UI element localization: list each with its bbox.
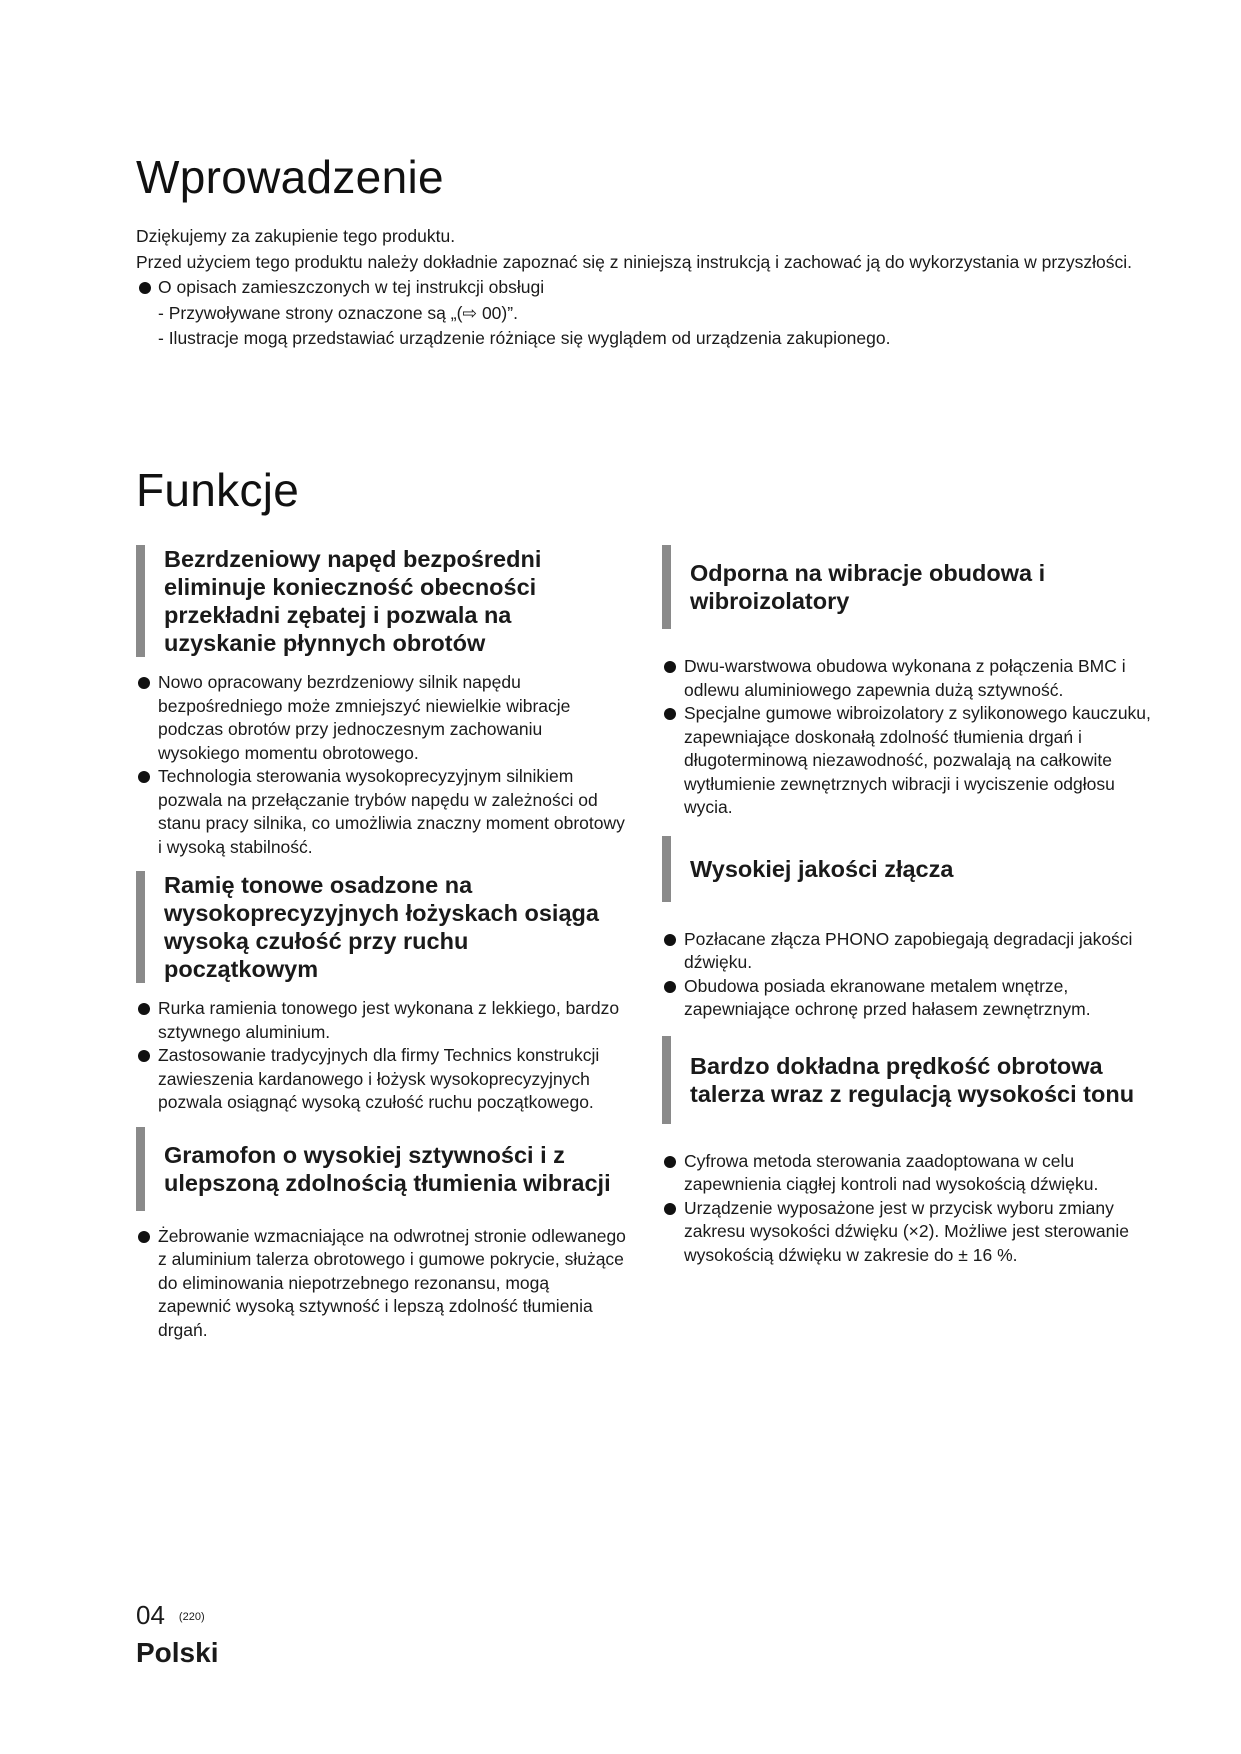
feature-list xyxy=(662,928,1152,1022)
page-ref: (220) xyxy=(178,1611,205,1624)
intro-text xyxy=(136,224,1136,352)
list-item xyxy=(662,702,1152,820)
bullet-icon xyxy=(664,981,676,993)
list-item-text: Nowo opracowany bezrdzeniowy silnik napędu bezpośredniego może zmniejszyć niewielkie wibracje podczas obrotów przy jednoczesnym zachowaniu wysokiego momentu obrotowego. xyxy=(158,672,571,763)
intro-bullet-text: O opisach zamieszczonych w tej instrukcji obsługi xyxy=(158,277,545,297)
section-heading-text: Bardzo dokładna prędkość obrotowa talerza wraz z regulacją wysokości tonu xyxy=(690,1052,1135,1107)
language-label: Polski xyxy=(136,1637,219,1668)
section-heading-text: Bezrdzeniowy napęd bezpośredni eliminuje konieczność obecności przekładni zębatej i pozwala na uzyskanie płynnych obrotów xyxy=(164,546,542,656)
intro-bullet xyxy=(136,275,1136,301)
section-heading-text: Ramię tonowe osadzone na wysokoprecyzyjnych łożyskach osiąga wysoką czułość przy ruchu początkowym xyxy=(164,872,599,982)
feature-list xyxy=(136,997,626,1115)
list-item-text: Zastosowanie tradycyjnych dla firmy Technics konstrukcji zawieszenia kardanowego i łożysk wysokoprecyzyjnych pozwala osiągnąć wysoką czułość ruchu początkowego. xyxy=(158,1045,600,1112)
bullet-icon xyxy=(138,1003,150,1015)
list-item-text: Specjalne gumowe wibroizolatory z sylikonowego kauczuku, zapewniające doskonałą zdolność tłumienia drgań i długoterminową niezawodność, pozwalają na całkowite wytłumienie zewnętrznych wibracji i wyciszenie odgłosu wycia. xyxy=(684,703,1151,817)
section-heading xyxy=(136,545,626,657)
list-item xyxy=(136,1225,626,1343)
page-number-value: 04 xyxy=(136,1600,165,1630)
list-item-text: Pozłacane złącza PHONO zapobiegają degradacji jakości dźwięku. xyxy=(684,928,1133,972)
bullet-icon xyxy=(138,1050,150,1062)
list-item xyxy=(662,975,1152,1022)
intro-sub-1: - Przywoływane strony oznaczone są „(⇨ 00)”. xyxy=(158,302,518,323)
section-heading xyxy=(662,836,1152,902)
list-item xyxy=(136,765,626,859)
bullet-icon xyxy=(139,282,151,294)
page-number xyxy=(136,1600,205,1631)
list-item xyxy=(136,997,626,1044)
bullet-icon xyxy=(664,661,676,673)
list-item xyxy=(662,1197,1152,1268)
bullet-icon xyxy=(138,1231,150,1243)
intro-sub-2: - Ilustracje mogą przedstawiać urządzenie różniące się wyglądem od urządzenia zakupionego. xyxy=(158,328,891,348)
features-right-column xyxy=(662,545,1152,1267)
features-left-column xyxy=(136,545,626,1342)
intro-title: Wprowadzenie xyxy=(136,151,444,203)
feature-list xyxy=(662,1150,1152,1268)
bullet-icon xyxy=(664,708,676,720)
bullet-icon xyxy=(664,1156,676,1168)
section-heading xyxy=(136,1127,626,1211)
bullet-icon xyxy=(138,677,150,689)
list-item xyxy=(136,671,626,765)
list-item-text: Rurka ramienia tonowego jest wykonana z lekkiego, bardzo sztywnego aluminium. xyxy=(158,998,620,1042)
list-item-text: Cyfrowa metoda sterowania zaadoptowana w celu zapewnienia ciągłej kontroli nad wysokością dźwięku. xyxy=(684,1150,1099,1194)
list-item-text: Technologia sterowania wysokoprecyzyjnym silnikiem pozwala na przełączanie trybów napędu w zależności od stanu pracy silnika, co umożliwia znaczny moment obrotowy i wysoką stabilność. xyxy=(158,766,625,857)
section-heading xyxy=(662,1036,1152,1124)
list-item-text: Dwu-warstwowa obudowa wykonana z połączenia BMC i odlewu aluminiowego zapewnia dużą sztywność. xyxy=(684,656,1126,700)
list-item-text: Obudowa posiada ekranowane metalem wnętrze, zapewniające ochronę przed hałasem zewnętrznym. xyxy=(684,975,1091,1019)
list-item xyxy=(662,655,1152,702)
features-title: Funkcje xyxy=(136,464,300,516)
section-heading xyxy=(662,545,1152,629)
bullet-icon xyxy=(664,934,676,946)
section-heading-text: Odporna na wibracje obudowa i wibroizolatory xyxy=(690,560,1046,614)
list-item xyxy=(662,928,1152,975)
feature-list xyxy=(662,655,1152,820)
intro-line-2: Przed użyciem tego produktu należy dokładnie zapoznać się z niniejszą instrukcją i zachować ją do wykorzystania w przyszłości. xyxy=(136,251,1133,272)
section-heading-text: Gramofon o wysokiej sztywności i z ulepszoną zdolnością tłumienia wibracji xyxy=(164,1141,611,1196)
bullet-icon xyxy=(664,1203,676,1215)
bullet-icon xyxy=(138,771,150,783)
intro-line-1: Dziękujemy za zakupienie tego produktu. xyxy=(136,226,456,246)
list-item xyxy=(662,1150,1152,1197)
list-item xyxy=(136,1044,626,1115)
section-heading xyxy=(136,871,626,983)
feature-list xyxy=(136,671,626,859)
feature-list xyxy=(136,1225,626,1343)
list-item-text: Żebrowanie wzmacniające na odwrotnej stronie odlewanego z aluminium talerza obrotowego i gumowe pokrycie, służące do eliminowania niepotrzebnego rezonansu, mogą zapewnić wysoką sztywność i lepszą zdolność tłumienia drgań. xyxy=(158,1225,626,1340)
section-heading-text: Wysokiej jakości złącza xyxy=(690,855,954,882)
list-item-text: Urządzenie wyposażone jest w przycisk wyboru zmiany zakresu wysokości dźwięku (×2). Możliwe jest sterowanie wysokością dźwięku w zakresie do ± 16 %. xyxy=(684,1197,1129,1265)
